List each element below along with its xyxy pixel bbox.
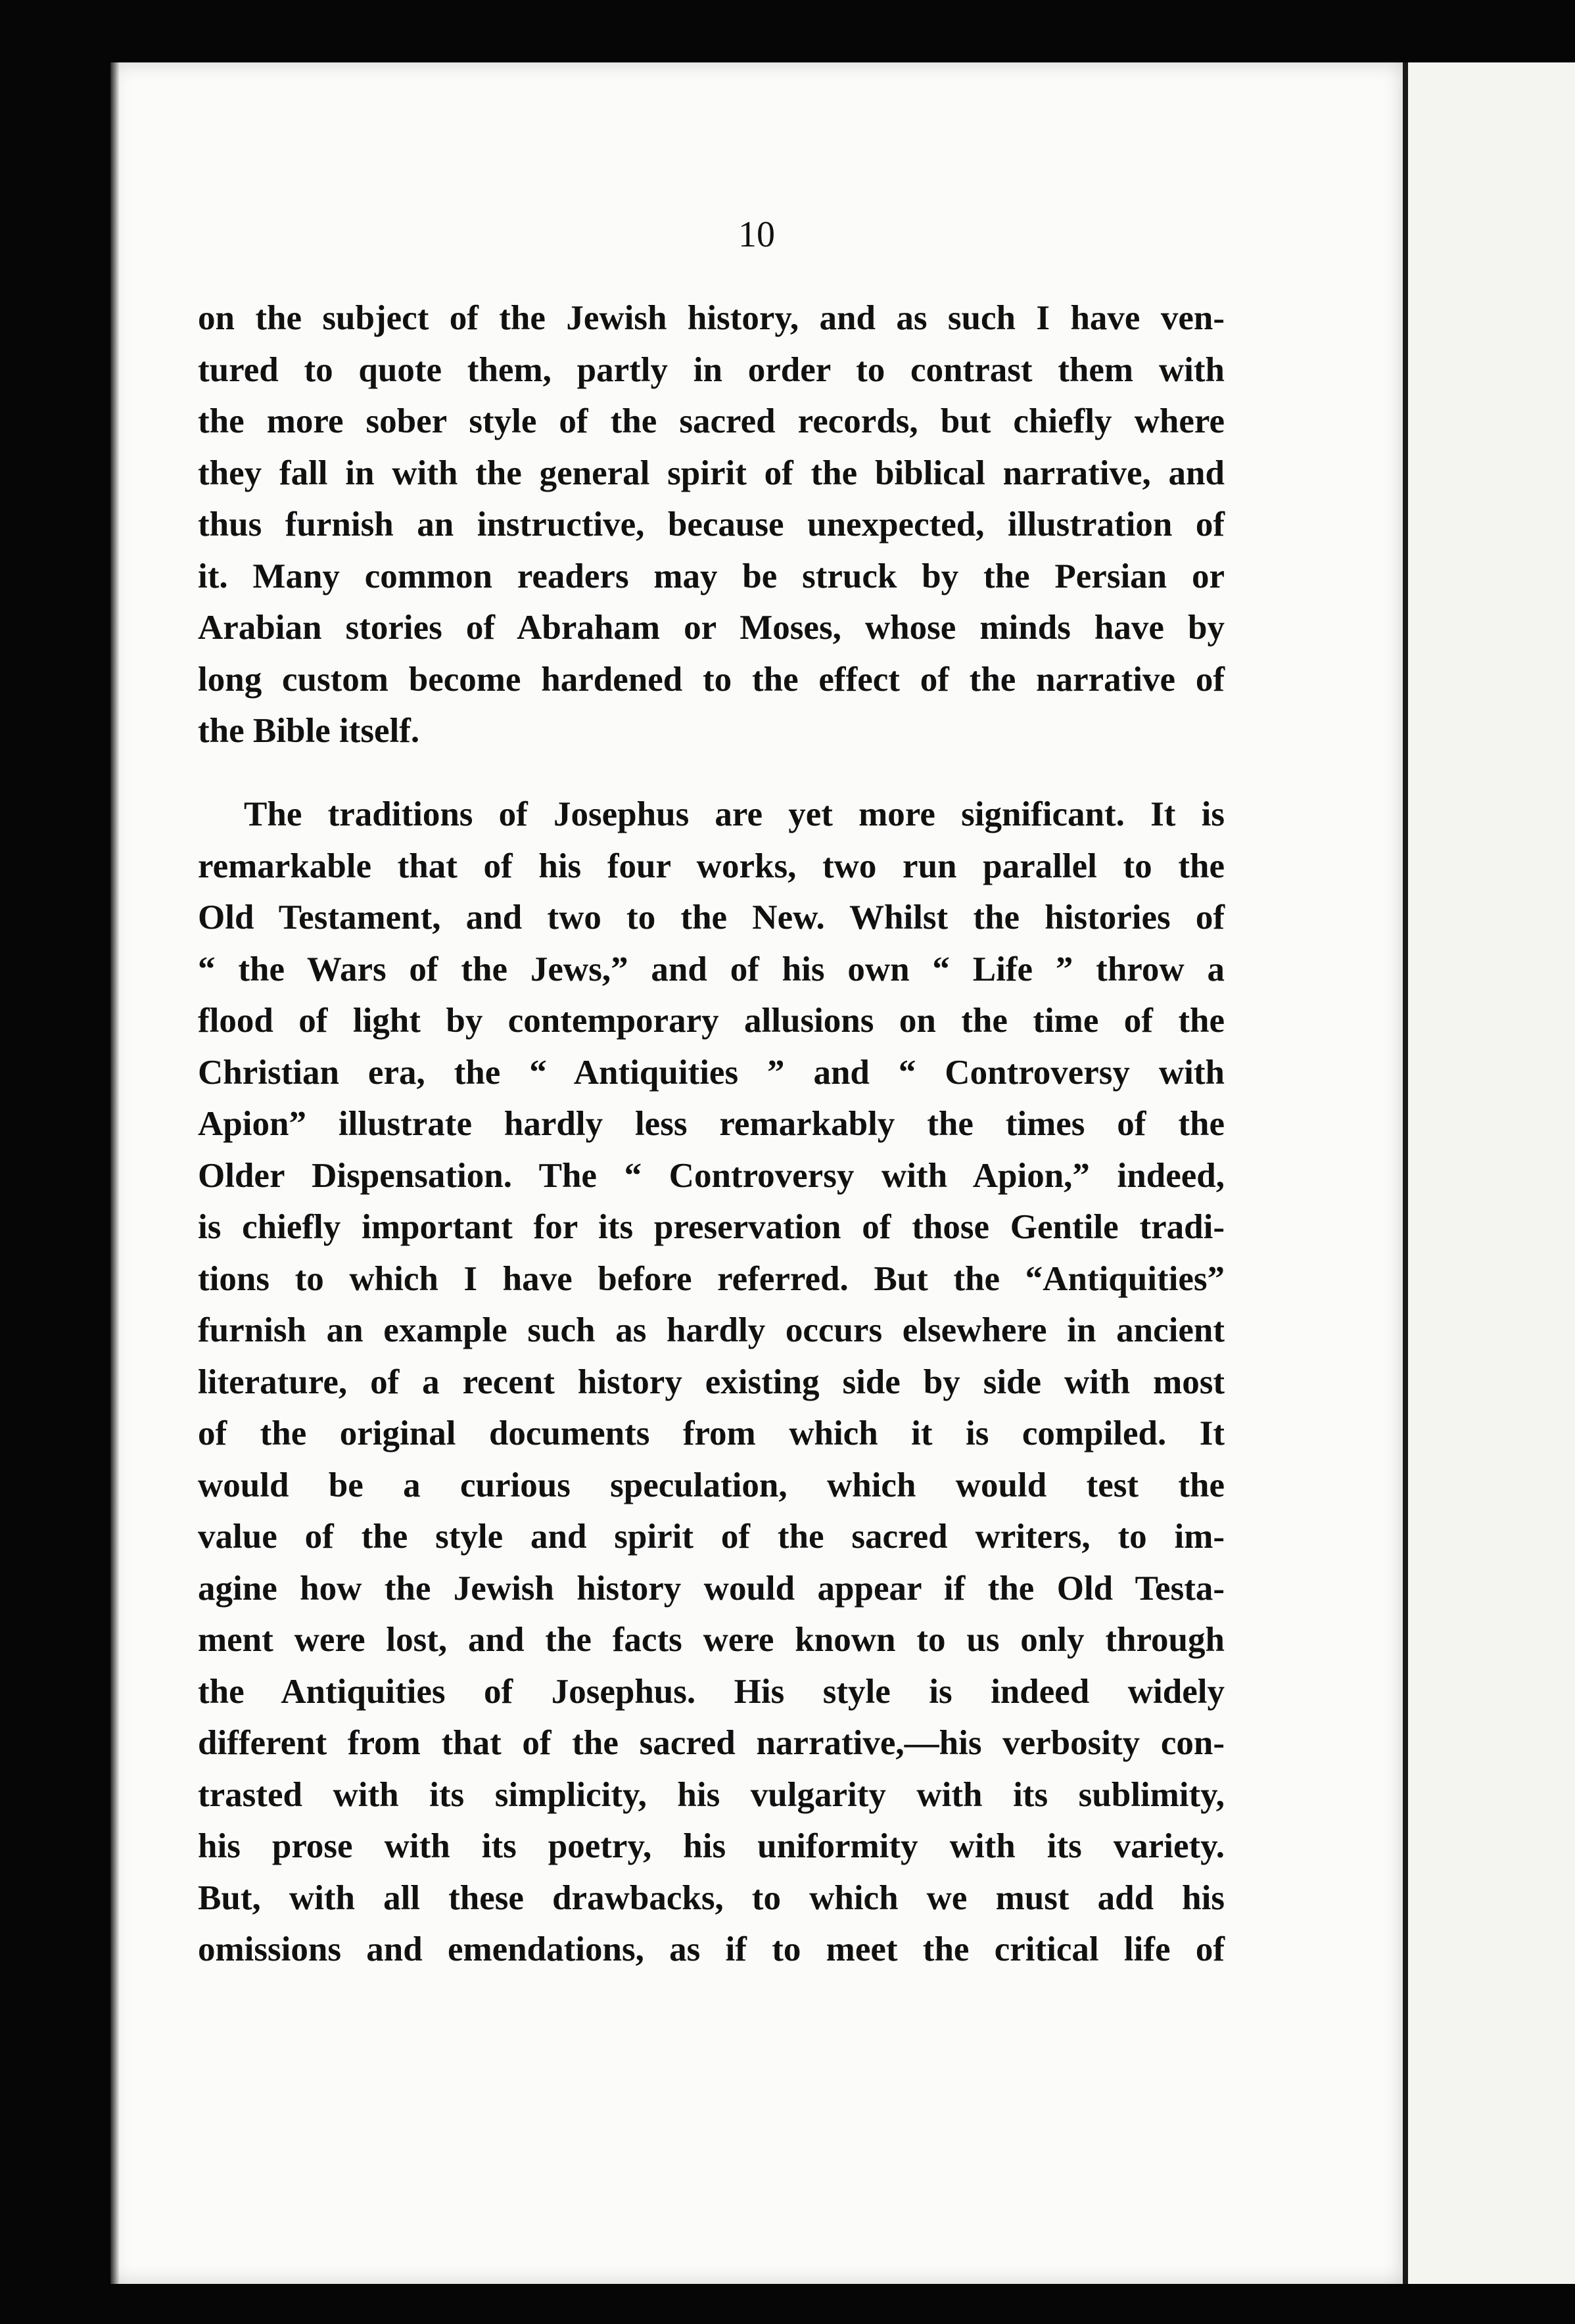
text-line: value of the style and spirit of the sacred writers, to im- (198, 1518, 1225, 1556)
text-line: it. Many common readers may be struck by the Persian or (198, 557, 1225, 595)
text-line: the Antiquities of Josephus. His style is indeed widely (198, 1672, 1225, 1711)
page-number: 10 (738, 214, 775, 255)
text-line: different from that of the sacred narrative,—his verbosity con- (198, 1724, 1225, 1762)
text-line: Christian era, the “ Antiquities ” and “ Controversy with (198, 1053, 1225, 1092)
text-line: But, with all these drawbacks, to which we must add his (198, 1878, 1225, 1917)
text-line: flood of light by contemporary allusions on the time of the (198, 1002, 1225, 1040)
text-line: is chiefly important for its preservation of those Gentile tradi- (198, 1208, 1225, 1246)
text-line: they fall in with the general spirit of the biblical narrative, and (198, 453, 1225, 492)
text-line: omissions and emendations, as if to meet the critical life of (198, 1930, 1225, 1968)
text-line: Old Testament, and two to the New. Whilst the histories of (198, 898, 1225, 937)
text-line: of the original documents from which it is compiled. It (198, 1414, 1225, 1452)
text-line: Older Dispensation. The “ Controversy with Apion,” indeed, (198, 1156, 1225, 1195)
text-line: Arabian stories of Abraham or Moses, whose minds have by (198, 609, 1225, 647)
text-line: on the subject of the Jewish history, and as such I have ven- (198, 299, 1225, 337)
text-line: his prose with its poetry, his uniformity with its variety. (198, 1827, 1225, 1865)
paragraph-1 (198, 292, 1225, 757)
text-line: the Bible itself. (198, 712, 420, 750)
text-line: ment were lost, and the facts were known to us only through (198, 1621, 1225, 1659)
text-line: the more sober style of the sacred records, but chiefly where (198, 402, 1225, 440)
text-line: “ the Wars of the Jews,” and of his own “ Life ” throw a (198, 950, 1225, 988)
adjacent-page (1407, 62, 1575, 2284)
text-line: The traditions of Josephus are yet more significant. It is (244, 795, 1225, 833)
paragraph-2 (198, 789, 1225, 1976)
page-edge-shadow (110, 62, 120, 2284)
text-line: Apion” illustrate hardly less remarkably the times of the (198, 1105, 1225, 1143)
text-line: agine how the Jewish history would appear if the Old Testa- (198, 1569, 1225, 1608)
text-line: would be a curious speculation, which would test the (198, 1466, 1225, 1504)
text-line: tured to quote them, partly in order to contrast them with (198, 350, 1225, 389)
text-line: thus furnish an instructive, because unexpected, illustration of (198, 505, 1225, 544)
text-line: trasted with its simplicity, his vulgarity with its sublimity, (198, 1775, 1225, 1814)
text-line: literature, of a recent history existing side by side with most (198, 1362, 1225, 1401)
text-line: long custom become hardened to the effect of the narrative of (198, 660, 1225, 699)
text-line: remarkable that of his four works, two run parallel to the (198, 847, 1225, 885)
text-line: tions to which I have before referred. But the “Antiquities” (198, 1259, 1225, 1298)
text-line: furnish an example such as hardly occurs elsewhere in ancient (198, 1311, 1225, 1349)
